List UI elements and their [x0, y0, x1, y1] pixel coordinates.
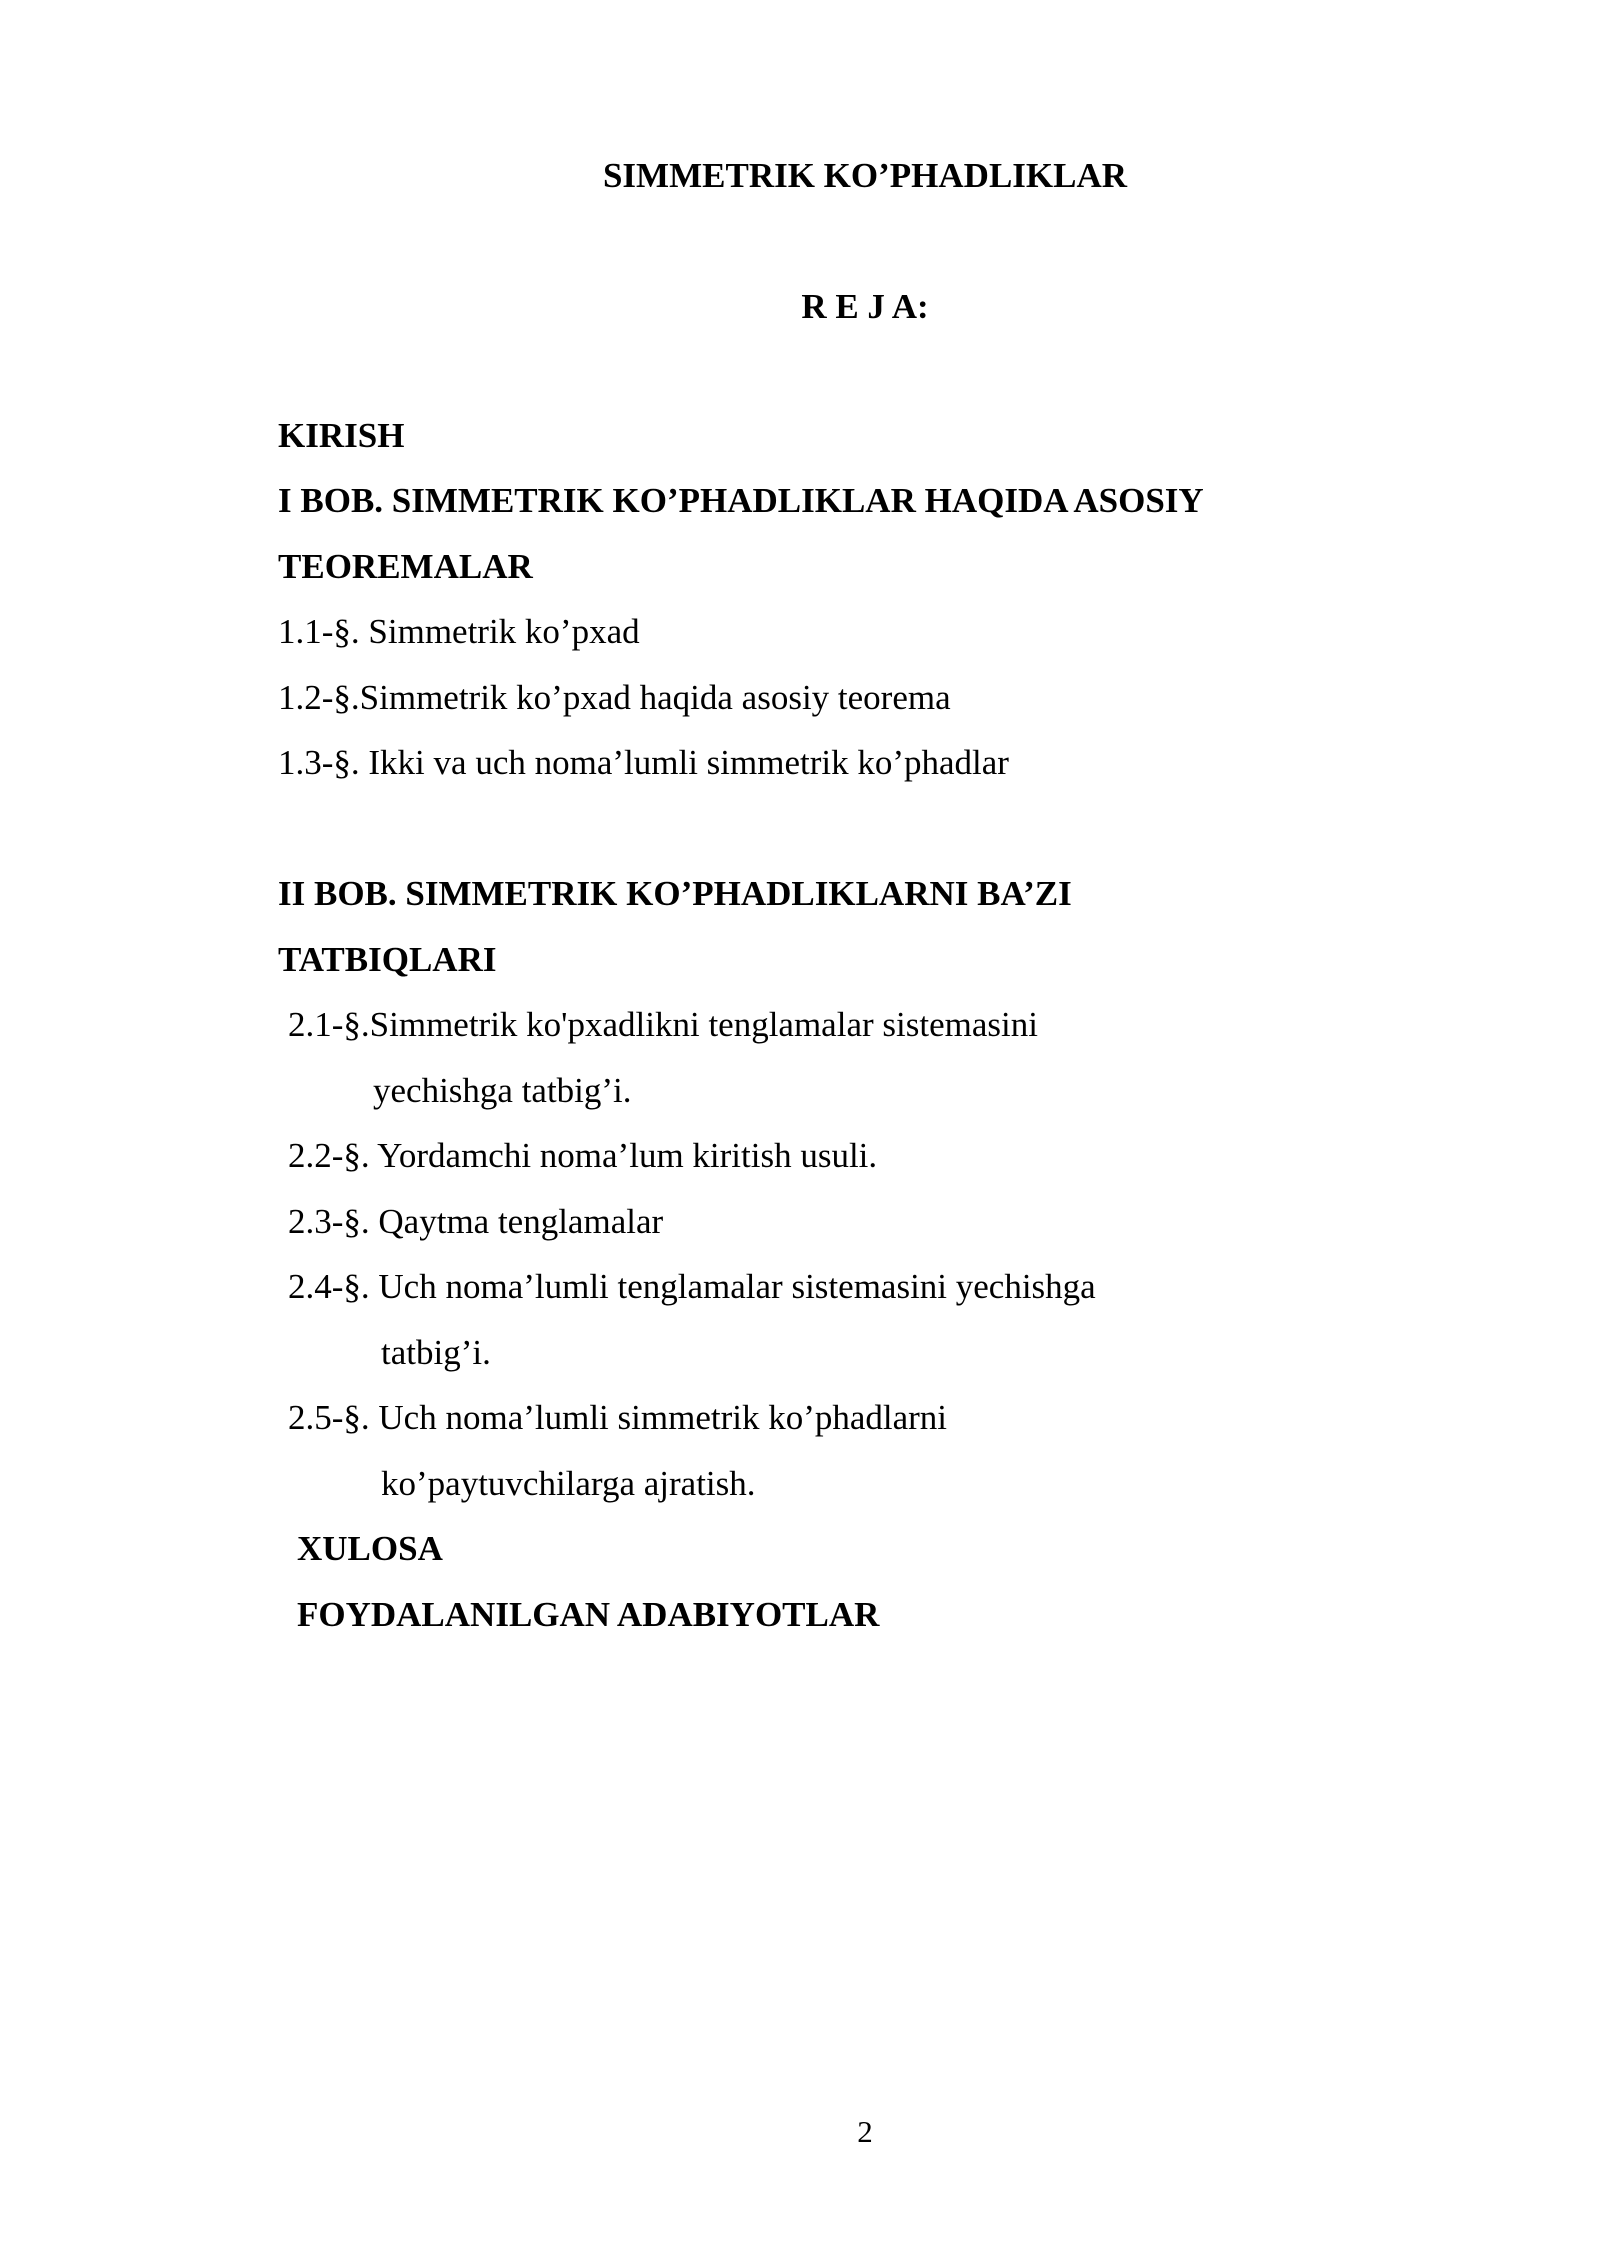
toc-section-2-1-line2: yechishga tatbig’i.: [373, 1071, 632, 1110]
document-title: SIMMETRIK KO’PHADLIKLAR: [602, 156, 1128, 195]
toc-section-2-4-line1: 2.4-§. Uch noma’lumli tenglamalar sistemasini yechishga: [288, 1267, 1096, 1306]
toc-chapter2-line2: TATBIQLARI: [278, 940, 497, 979]
toc-conclusion: XULOSA: [297, 1529, 443, 1568]
toc-section-2-5-line1: 2.5-§. Uch noma’lumli simmetrik ko’phadlarni: [288, 1398, 948, 1437]
toc-section-1-3: 1.3-§. Ikki va uch noma’lumli simmetrik ko’phadlar: [278, 743, 1009, 782]
toc-section-2-5-line2: ko’paytuvchilarga ajratish.: [381, 1464, 756, 1503]
toc-references: FOYDALANILGAN ADABIYOTLAR: [297, 1595, 880, 1634]
toc-section-2-3: 2.3-§. Qaytma tenglamalar: [288, 1202, 664, 1241]
toc-section-2-4-line2: tatbig’i.: [381, 1333, 491, 1372]
toc-intro: KIRISH: [278, 416, 405, 455]
toc-section-1-2: 1.2-§.Simmetrik ko’pxad haqida asosiy teorema: [278, 678, 951, 717]
toc-chapter1-line2: TEOREMALAR: [278, 547, 533, 586]
toc-section-2-1-line1: 2.1-§.Simmetrik ko'pxadlikni tenglamalar sistemasini: [288, 1005, 1038, 1044]
plan-heading: R E J A:: [801, 287, 929, 326]
toc-section-1-1: 1.1-§. Simmetrik ko’pxad: [278, 612, 640, 651]
toc-section-2-2: 2.2-§. Yordamchi noma’lum kiritish usuli.: [288, 1136, 878, 1175]
page-number: 2: [857, 2114, 873, 2149]
toc-chapter2-line1: II BOB. SIMMETRIK KO’PHADLIKLARNI BA’ZI: [278, 874, 1072, 913]
toc-chapter1-line1: I BOB. SIMMETRIK KO’PHADLIKLAR HAQIDA ASOSIY: [278, 481, 1204, 520]
